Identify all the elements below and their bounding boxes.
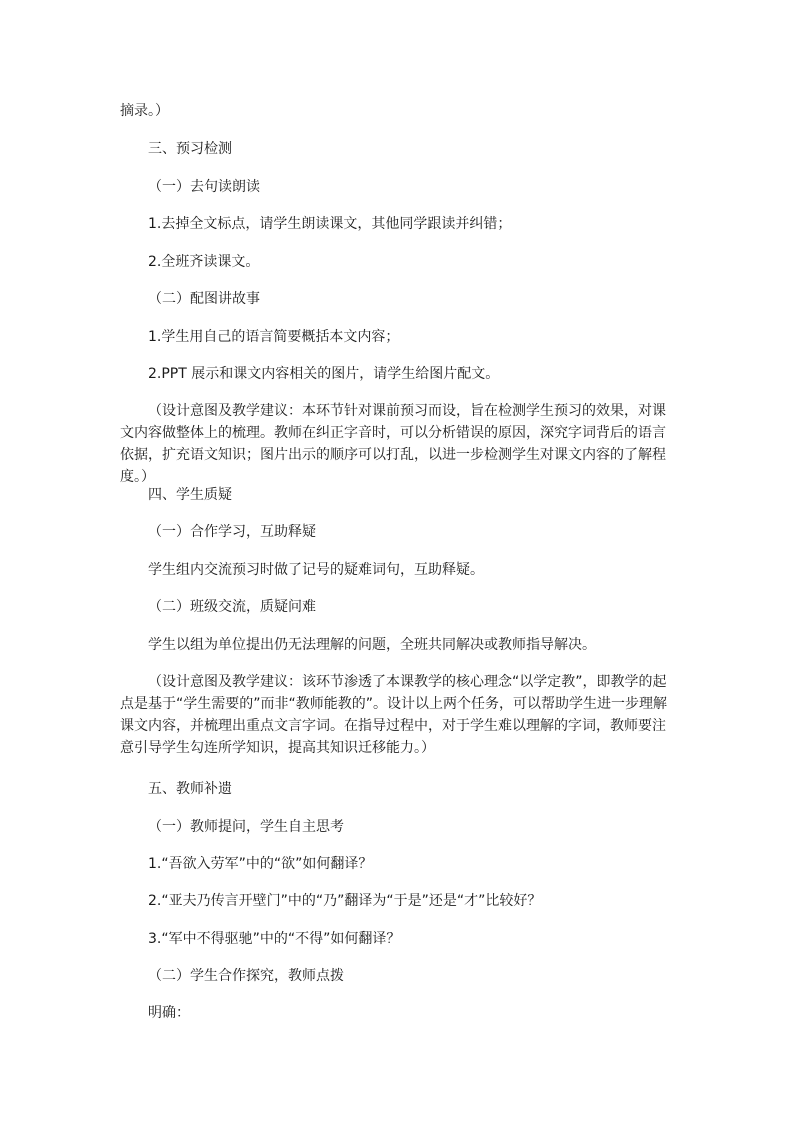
section-heading: 五、教师补遗 <box>148 781 232 797</box>
design-note-paragraph: （设计意图及教学建议：本环节针对课前预习而设，旨在检测学生预习的效果，对课文内容做整体上的梳理。教师在纠正字音时，可以分析错误的原因，深究字词背后的语言依据，扩充语文知识；图片出示的顺序可以打乱，以进一步检测学生对课文内容的了解程度。） <box>120 403 666 485</box>
body-line: 学生以组为单位提出仍无法理解的问题，全班共同解决或教师指导解决。 <box>148 637 596 653</box>
subsection-heading: （二）配图讲故事 <box>148 291 260 307</box>
question-item: 1.“吾欲入劳军”中的“欲”如何翻译？ <box>148 856 373 872</box>
subsection-heading: （二）班级交流，质疑问难 <box>148 599 316 615</box>
section-heading: 三、预习检测 <box>148 141 232 157</box>
list-item: 1.学生用自己的语言简要概括本文内容； <box>148 329 400 345</box>
subsection-heading: （二）学生合作探究，教师点拨 <box>148 968 344 984</box>
list-item: 1.去掉全文标点，请学生朗读课文，其他同学跟读并纠错； <box>148 216 512 232</box>
question-item: 2.“亚夫乃传言开壁门”中的“乃”翻译为“于是”还是“才”比较好？ <box>148 893 542 909</box>
design-note-paragraph: （设计意图及教学建议：该环节渗透了本课教学的核心理念“以学定教”，即教学的起点是基于“学生需要的”而非“教师能教的”。设计以上两个任务，可以帮助学生进一步理解课文内容，并梳理出重点文言字词。在指导过程中，对于学生难以理解的字词，教师要注意引导学生勾连所学知识，提高其知识迁移能力。） <box>120 674 668 756</box>
question-item: 3.“军中不得驱驰”中的“不得”如何翻译？ <box>148 931 401 947</box>
subsection-heading: （一）合作学习，互助释疑 <box>148 524 316 540</box>
section-heading: 四、学生质疑 <box>148 487 232 503</box>
list-item: 2.全班齐读课文。 <box>148 254 260 270</box>
body-line: 学生组内交流预习时做了记号的疑难词句，互助释疑。 <box>148 562 484 578</box>
list-item: 2.PPT 展示和课文内容相关的图片，请学生给图片配文。 <box>148 366 500 382</box>
body-line: 明确： <box>148 1005 190 1021</box>
subsection-heading: （一）去句读朗读 <box>148 179 260 195</box>
subsection-heading: （一）教师提问，学生自主思考 <box>148 819 344 835</box>
text-line: 摘录。） <box>120 103 169 119</box>
